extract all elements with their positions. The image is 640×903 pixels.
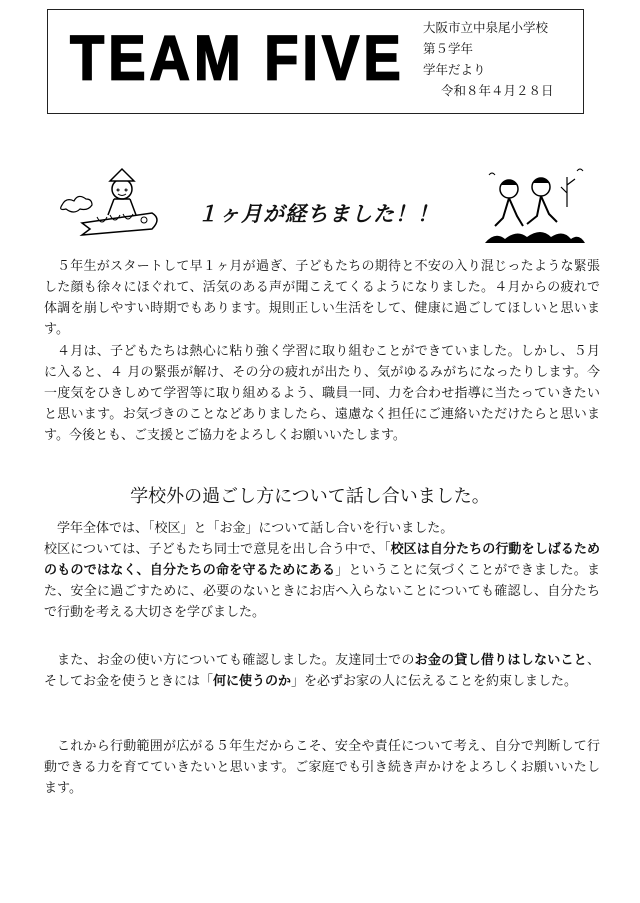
- grade-label: 第５学年: [423, 41, 474, 56]
- running-children-illustration: [481, 167, 589, 247]
- section1-heading: １ヶ月が経ちました！！: [197, 202, 439, 226]
- section1-paragraph1: ５年生がスタートして早１ヶ月が過ぎ、子どもたちの期待と不安の入り混じったような緊張した顔も徐々にほぐれて、活気のある声が聞こえてくるようになりました。４月からの疲れで体調を崩しやすい時期でもあります。規則正しい生活をして、健康に過ごしてほしいと思います。: [44, 259, 600, 337]
- section2-paragraph1: [44, 518, 600, 623]
- newsletter-label: 学年だより: [423, 62, 486, 77]
- section2-p1-b: 」ということに気づくことができました。また、安全に過ごすために、必要のないときにお店へ入らないことについても確認し、自分たちで行動を考える大切さを学びました。: [44, 563, 600, 620]
- school-name: 大阪市立中泉尾小学校: [423, 20, 549, 35]
- section2-p1-intro: 学年全体では、「校区」と「お金」について話し合いを行いました。: [57, 521, 454, 536]
- newsletter-title: TEAM FIVE: [70, 22, 405, 93]
- section2-heading: 学校外の過ごし方について話し合いました。: [130, 486, 490, 507]
- section2-p1-bold: 校区は自分たちの行動をしばるためのものではなく、自分たちの命を守るためにある: [44, 542, 600, 578]
- section2-p2-b: 、そしてお金を使うときには「: [44, 653, 600, 689]
- section2-paragraph3: これから行動範囲が広がる５年生だからこそ、安全や責任について考え、自分で判断して行動できる力を育てていきたいと思います。ご家庭でも引き続き声かけをよろしくお願いいたします。: [44, 739, 600, 796]
- section2-p2-bold1: お金の貸し借りはしないこと: [414, 653, 587, 668]
- header-meta: [423, 17, 554, 101]
- section1-paragraph2: ４月は、子どもたちは熱心に粘り強く学習に取り組むことができていました。しかし、５月に入ると、４ 月の緊張が解け、その分の疲れが出たり、気がゆるみがちになったりします。今一度気をひきしめて学習等に取り組めるよう、職員一同、力を合わせ指導に当たっていきたいと思います。お気づきのことなどありましたら、遠慮なく担任にご連絡いただけたらと思います。今後とも、ご支援とご協力をよろしくお願いいたします。: [44, 344, 600, 443]
- section2-paragraph2: [44, 650, 600, 692]
- section2-p2-bold2: 何に使うのか: [213, 674, 292, 689]
- section2-p2-a: また、お金の使い方についても確認しました。友達同士での: [57, 653, 415, 668]
- issue-date: 令和８年４月２８日: [441, 83, 554, 98]
- section2-p1-a: 校区については、子どもたち同士で意見を出し合う中で、「: [44, 542, 391, 557]
- koinobori-boy-illustration: [52, 165, 170, 243]
- section2-p2-c: 」を必ずお家の人に伝えることを約束しました。: [291, 674, 578, 689]
